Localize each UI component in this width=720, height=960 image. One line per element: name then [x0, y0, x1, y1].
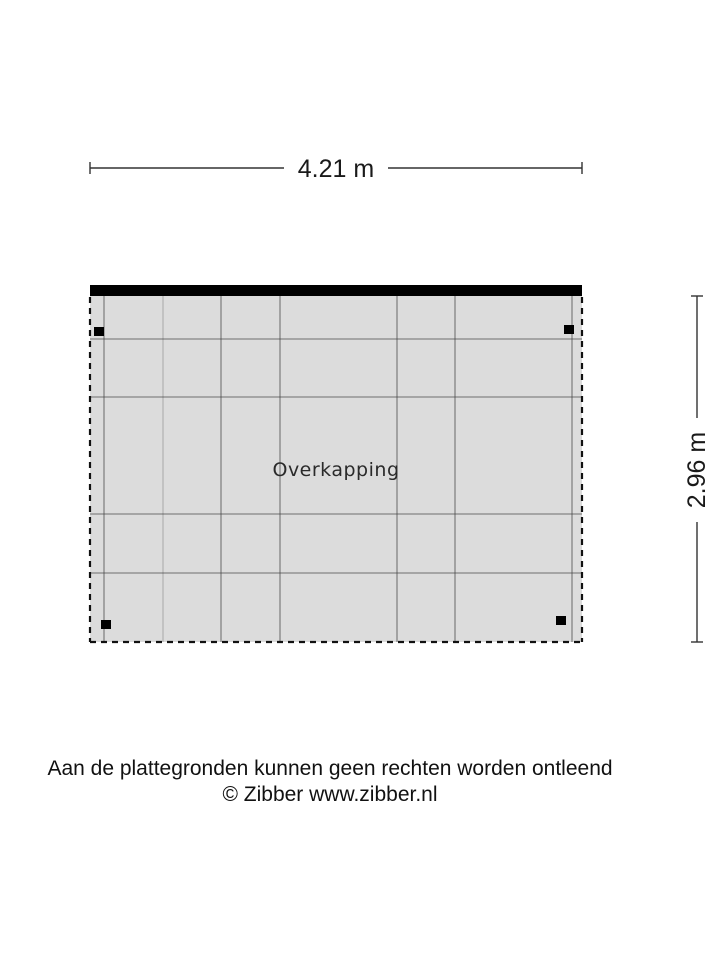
post-top-right: [564, 325, 574, 334]
room-overkapping: [90, 285, 582, 642]
post-bottom-right: [556, 616, 566, 625]
width-dimension: [90, 155, 582, 183]
depth-dimension-label: 2.96 m: [683, 431, 711, 509]
wall-top: [90, 285, 582, 296]
post-top-left: [94, 327, 104, 336]
post-bottom-left: [101, 620, 111, 629]
room-label: Overkapping: [272, 459, 400, 481]
disclaimer-text: Aan de plattegronden kunnen geen rechten worden ontleend: [47, 757, 613, 780]
copyright-text: © Zibber www.zibber.nl: [222, 783, 438, 806]
width-dimension-label: 4.21 m: [297, 155, 375, 183]
depth-dimension: [683, 296, 711, 642]
